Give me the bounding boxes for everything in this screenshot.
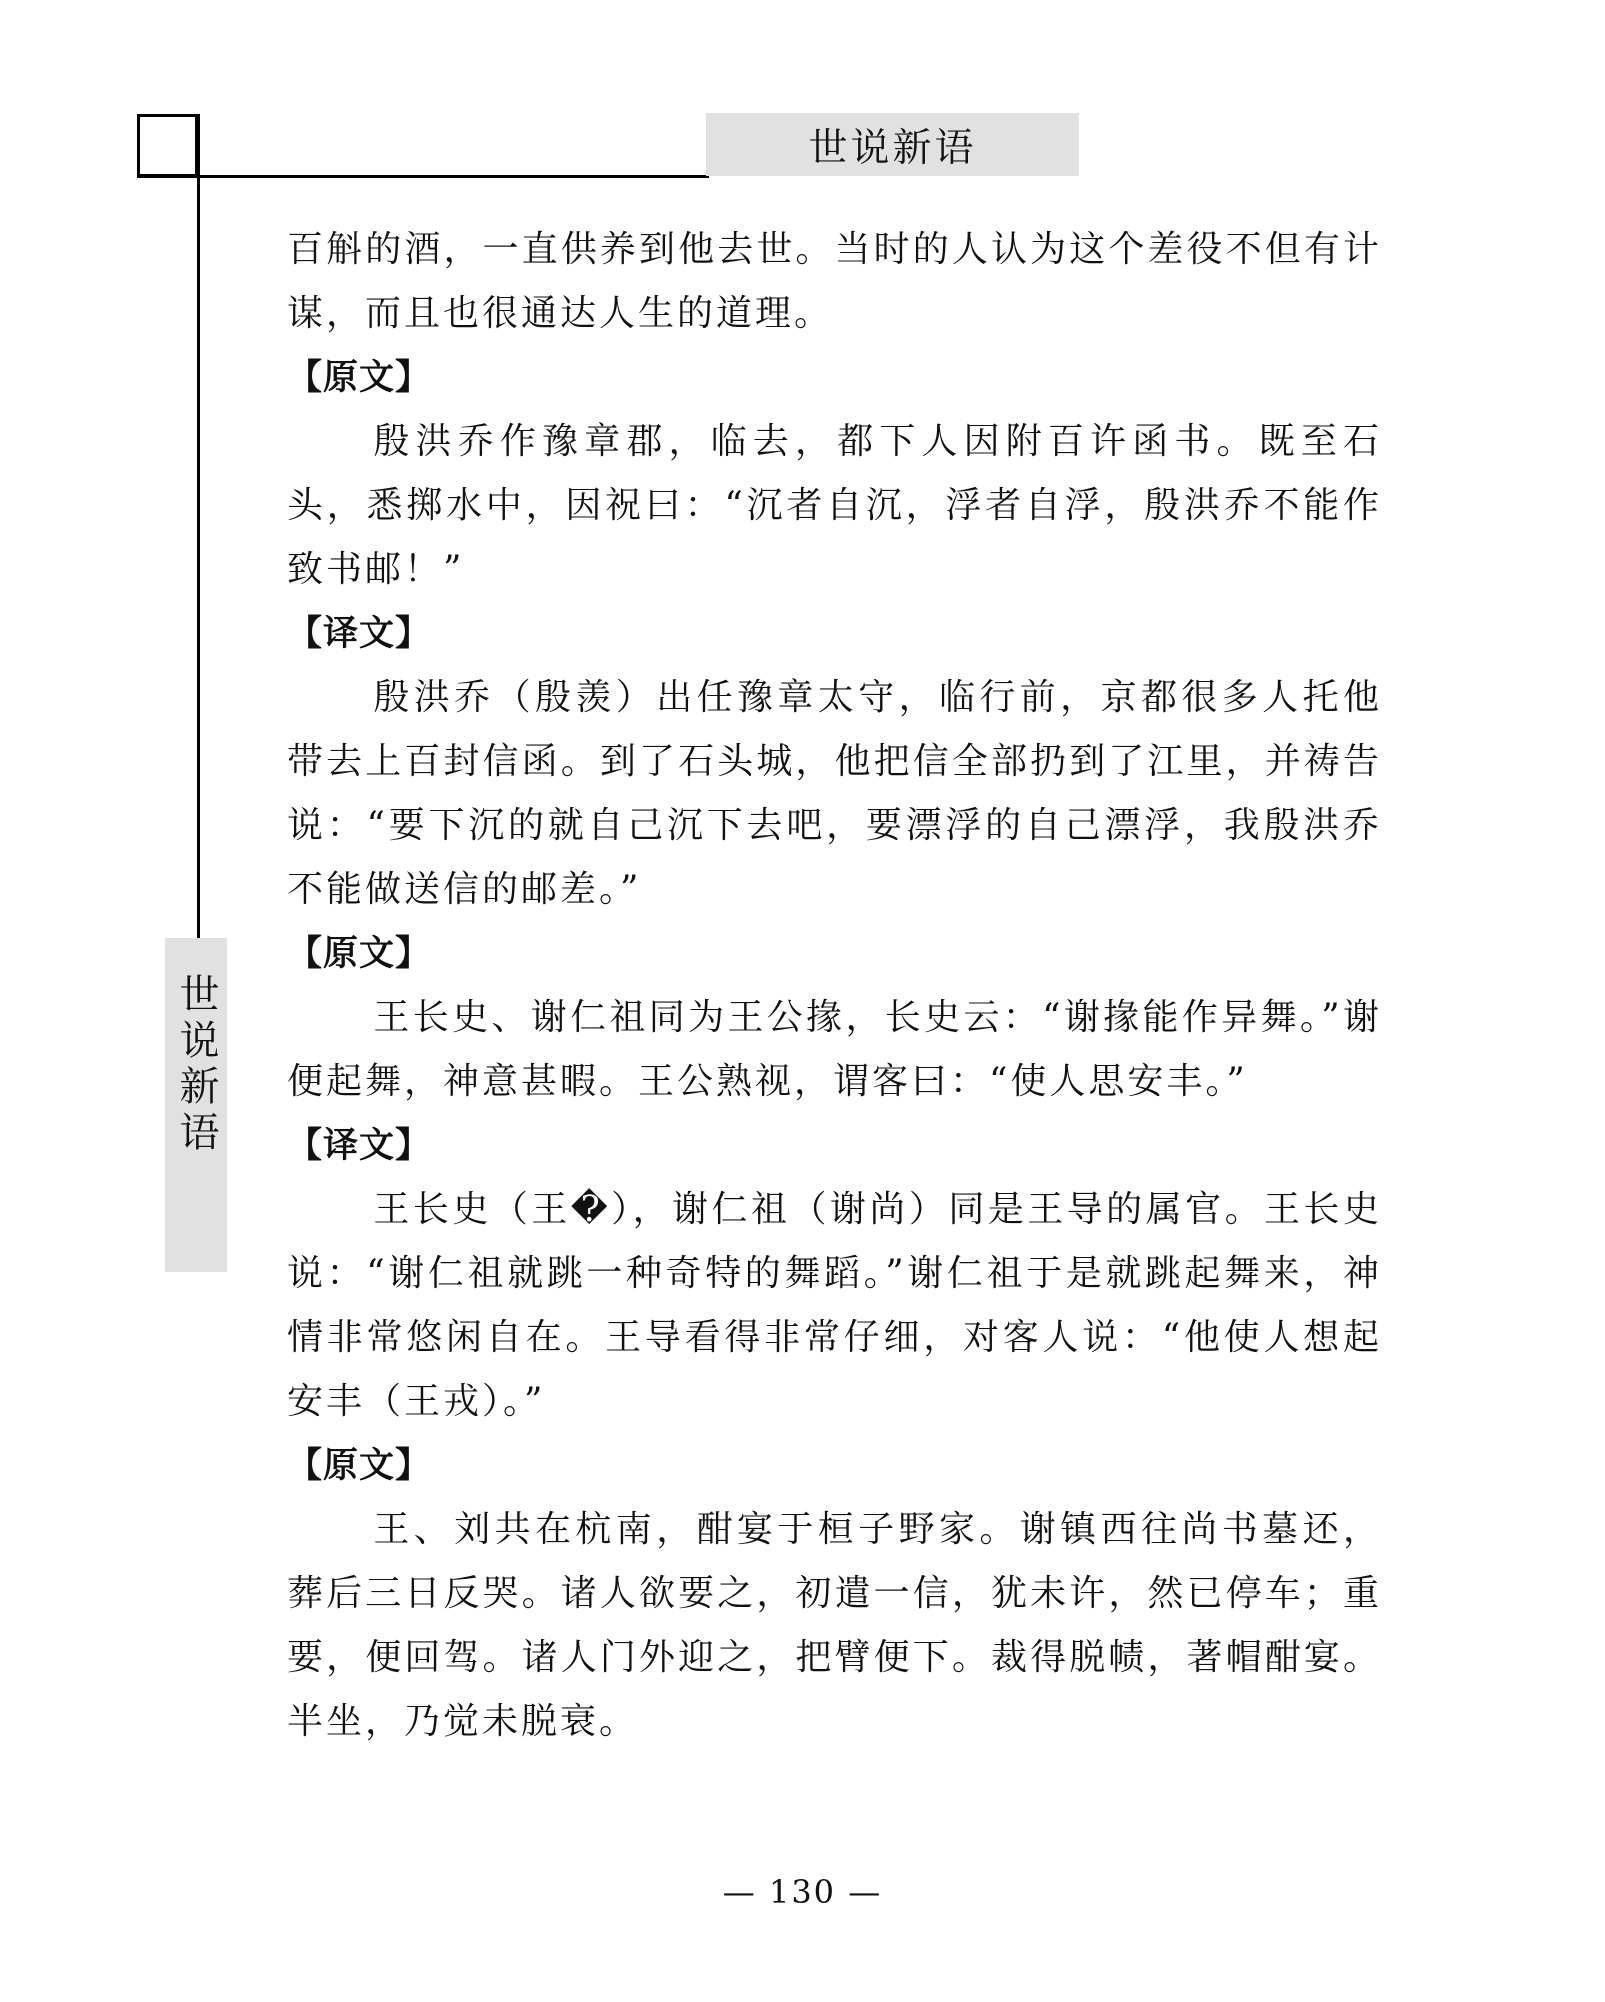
page-body xyxy=(287,218,1382,1754)
paragraph: 王长史（王�），谢仁祖（谢尚）同是王导的属官。王长史说：“谢仁祖就跳一种奇特的舞蹈。”谢仁祖于是就跳起舞来，神情非常悠闲自在。王导看得非常仔细，对客人说：“他使人想起安丰（王戎）。” xyxy=(287,1189,1382,1422)
margin-vertical-rule xyxy=(197,114,200,940)
paragraph: 百斛的酒，一直供养到他去世。当时的人认为这个差役不但有计谋，而且也很通达人生的道理。 xyxy=(287,229,1382,334)
running-header-title: 世说新语 xyxy=(808,125,977,171)
paragraph: 殷洪乔（殷羡）出任豫章太守，临行前，京都很多人托他带去上百封信函。到了石头城，他把信全部扔到了江里，并祷告说：“要下沉的就自己沉下去吧，要漂浮的自己漂浮，我殷洪乔不能做送信的邮差。” xyxy=(287,677,1382,910)
header-corner-box xyxy=(137,114,198,177)
section-heading: 【译文】 xyxy=(287,614,432,654)
section-heading: 【原文】 xyxy=(287,934,432,974)
side-tab-label: 世说新语 xyxy=(173,973,219,1157)
section-heading: 【原文】 xyxy=(287,358,432,398)
paragraph: 王长史、谢仁祖同为王公掾，长史云：“谢掾能作异舞。”谢便起舞，神意甚暇。王公熟视，谓客曰：“使人思安丰。” xyxy=(287,997,1382,1102)
section-heading: 【原文】 xyxy=(287,1446,432,1486)
running-header xyxy=(706,113,1079,176)
header-rule xyxy=(137,175,709,178)
page-number: — 130 — xyxy=(722,1873,883,1911)
paragraph: 王、刘共在杭南，酣宴于桓子野家。谢镇西往尚书墓还，葬后三日反哭。诸人欲要之，初遣一信，犹未许，然已停车；重要，便回驾。诸人门外迎之，把臂便下。裁得脱帻，著帽酣宴。半坐，乃觉未脱衰。 xyxy=(287,1509,1382,1742)
section-heading: 【译文】 xyxy=(287,1126,432,1166)
paragraph: 殷洪乔作豫章郡，临去，都下人因附百许函书。既至石头，悉掷水中，因祝曰：“沉者自沉，浮者自浮，殷洪乔不能作致书邮！” xyxy=(287,421,1382,590)
side-thumb-tab xyxy=(165,938,227,1272)
